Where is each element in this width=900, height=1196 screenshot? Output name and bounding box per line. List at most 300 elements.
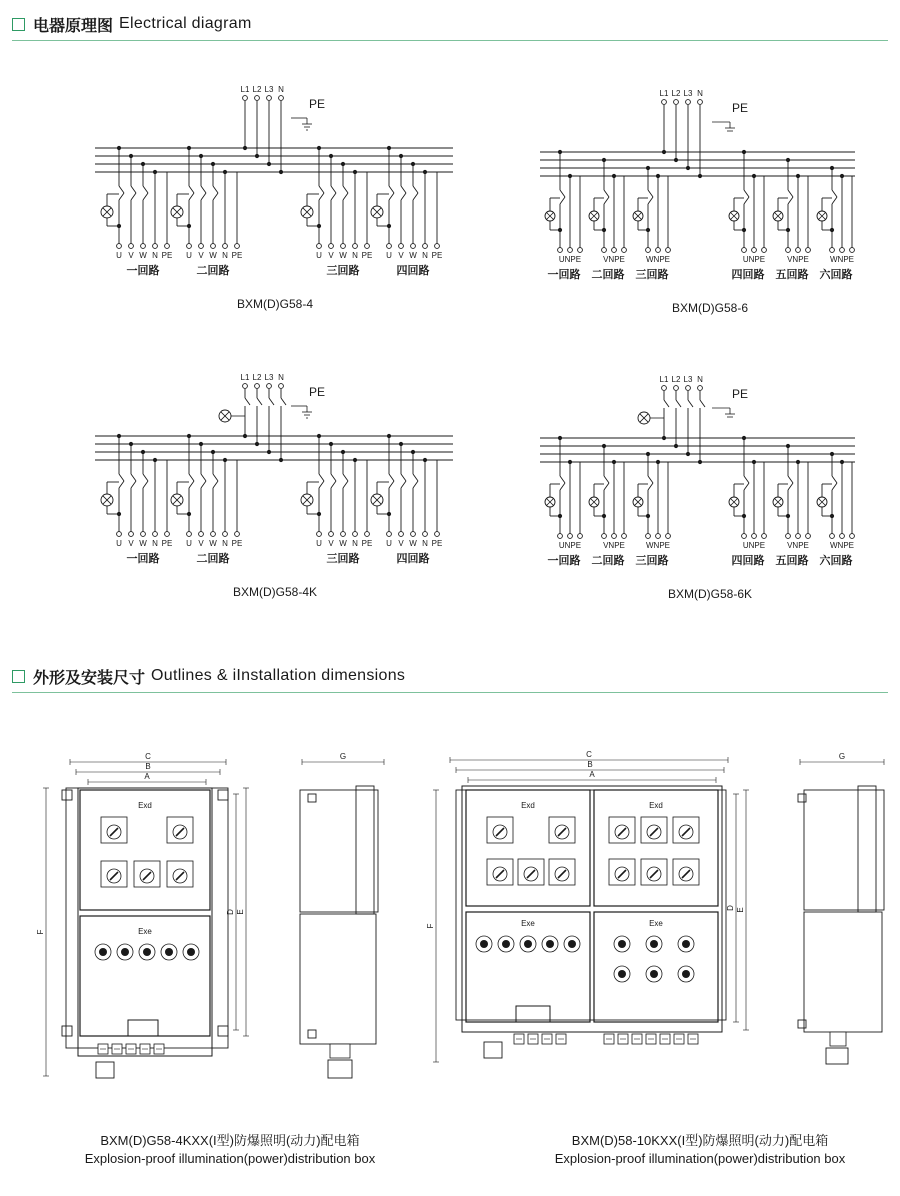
wire xyxy=(401,193,406,200)
circuit-label: 一回路 xyxy=(126,265,160,277)
switch-handle xyxy=(176,828,184,836)
terminal-icon xyxy=(666,534,671,539)
switch-contact xyxy=(676,400,681,407)
terminal-label: UNPE xyxy=(558,255,582,264)
terminal-icon xyxy=(612,534,617,539)
mounting-lug xyxy=(218,1026,228,1036)
side-exd xyxy=(300,790,378,912)
terminal-icon xyxy=(840,534,845,539)
wire xyxy=(413,481,418,488)
terminal-icon xyxy=(411,244,416,249)
terminal-icon xyxy=(752,534,757,539)
circuit-3 xyxy=(633,452,670,567)
terminal-icon xyxy=(153,532,158,537)
terminal-label: PE xyxy=(361,251,373,260)
terminal-label: W xyxy=(139,251,147,260)
terminal-icon xyxy=(423,532,428,537)
supply-label: L1 xyxy=(659,375,669,384)
switch-contact xyxy=(245,398,250,405)
switch-handle xyxy=(618,870,626,878)
wire xyxy=(788,197,793,204)
terminal-icon xyxy=(329,532,334,537)
terminal-icon xyxy=(686,100,691,105)
wire xyxy=(389,193,394,200)
wire xyxy=(788,483,793,490)
switch-contact xyxy=(788,190,793,197)
terminal-label: W xyxy=(139,539,147,548)
chamber-label: Exd xyxy=(649,801,663,810)
terminal-icon xyxy=(742,248,747,253)
terminal-icon xyxy=(223,532,228,537)
circuit-label: 二回路 xyxy=(196,553,230,565)
switch-contact xyxy=(401,186,406,193)
side-bolt xyxy=(308,794,316,802)
terminal-icon xyxy=(698,386,703,391)
terminal-label: VNPE xyxy=(603,255,625,264)
terminal-icon xyxy=(602,248,607,253)
terminal-icon xyxy=(796,248,801,253)
junction-dot xyxy=(662,436,666,440)
model-title: BXM(D)G58-4K xyxy=(232,585,318,599)
dimension-label: E xyxy=(736,907,745,913)
wire xyxy=(143,193,148,200)
junction-dot xyxy=(187,224,191,228)
circuit-label: 二回路 xyxy=(591,555,625,567)
terminal-label: V xyxy=(398,539,404,548)
terminal-icon xyxy=(435,244,440,249)
wire xyxy=(604,483,609,490)
wire xyxy=(213,193,218,200)
wire xyxy=(131,193,136,200)
switch-contact xyxy=(604,476,609,483)
terminal-icon xyxy=(674,386,679,391)
terminal-label: PE xyxy=(361,539,373,548)
circuit-3 xyxy=(301,434,372,565)
switch-handle xyxy=(558,870,566,878)
circuit-1 xyxy=(101,434,172,565)
supply-label: L2 xyxy=(671,375,681,384)
terminal-label: U xyxy=(186,539,192,548)
circuit-label: 三回路 xyxy=(635,555,669,567)
junction-dot xyxy=(698,174,702,178)
junction-dot xyxy=(742,514,746,518)
switch-contact xyxy=(213,186,218,193)
switch-contact xyxy=(319,474,324,481)
cable-entry-icon xyxy=(328,1060,352,1078)
terminal-icon xyxy=(830,534,835,539)
terminal-icon xyxy=(387,532,392,537)
dimension-label: G xyxy=(339,752,347,761)
terminal-icon xyxy=(117,244,122,249)
terminal-icon xyxy=(568,248,573,253)
junction-dot xyxy=(742,228,746,232)
junction-dot xyxy=(387,512,391,516)
wire xyxy=(189,481,194,488)
switch-handle xyxy=(110,872,118,880)
side-bolt xyxy=(798,794,806,802)
terminal-icon xyxy=(806,248,811,253)
dimension-label: E xyxy=(236,909,245,915)
nameplate-window xyxy=(128,1020,158,1036)
switch-contact xyxy=(560,190,565,197)
terminal-icon xyxy=(141,244,146,249)
terminal-icon xyxy=(255,384,260,389)
switch-handle xyxy=(650,870,658,878)
terminal-icon xyxy=(662,100,667,105)
terminal-icon xyxy=(622,248,627,253)
supply-label: L2 xyxy=(252,373,262,382)
terminal-label: UNPE xyxy=(742,541,766,550)
terminal-icon xyxy=(399,532,404,537)
dimension-label: B xyxy=(145,762,151,771)
terminal-icon xyxy=(674,100,679,105)
terminal-label: VNPE xyxy=(787,541,809,550)
terminal-icon xyxy=(279,96,284,101)
wire xyxy=(213,481,218,488)
switch-contact xyxy=(269,398,274,405)
terminal-label: UNPE xyxy=(742,255,766,264)
dimension-label: D xyxy=(726,905,735,911)
terminal-label: WNPE xyxy=(646,255,670,264)
terminal-icon xyxy=(165,532,170,537)
terminal-label: N xyxy=(352,539,358,548)
switch-contact xyxy=(119,186,124,193)
switch-contact xyxy=(319,186,324,193)
dimension-label: G xyxy=(838,752,846,761)
terminal-icon xyxy=(267,96,272,101)
section-title-en: Electrical diagram xyxy=(119,15,252,32)
terminal-label: U xyxy=(316,251,322,260)
chamber-label: Exe xyxy=(649,919,663,928)
switch-contact xyxy=(560,476,565,483)
switch-contact xyxy=(343,186,348,193)
terminal-label: U xyxy=(186,251,192,260)
product-caption-1 xyxy=(30,1132,430,1168)
switch-contact xyxy=(343,474,348,481)
product-name-en: Explosion-proof illumination(power)distribution box xyxy=(84,1151,376,1166)
junction-dot xyxy=(674,158,678,162)
switch-contact xyxy=(744,190,749,197)
terminal-icon xyxy=(267,384,272,389)
side-view-2 xyxy=(798,752,884,1064)
wire xyxy=(143,481,148,488)
terminal-icon xyxy=(558,248,563,253)
terminal-icon xyxy=(656,534,661,539)
circuit-label: 六回路 xyxy=(819,269,853,281)
terminal-icon xyxy=(558,534,563,539)
terminal-label: PE xyxy=(431,251,443,260)
wire xyxy=(119,193,124,200)
front-view-1 xyxy=(36,752,249,1078)
supply-label: L3 xyxy=(683,375,693,384)
switch-contact xyxy=(648,190,653,197)
section-title-cn: 外形及安装尺寸 xyxy=(33,669,146,687)
terminal-icon xyxy=(187,244,192,249)
switch-contact xyxy=(688,400,693,407)
switch-contact xyxy=(389,474,394,481)
switch-contact xyxy=(257,398,262,405)
switch-handle xyxy=(110,828,118,836)
circuit-4 xyxy=(729,436,766,567)
circuit-label: 一回路 xyxy=(547,269,581,281)
supply-label: N xyxy=(697,89,703,98)
terminal-label: W xyxy=(339,539,347,548)
terminal-icon xyxy=(762,248,767,253)
wire xyxy=(648,197,653,204)
circuit-6 xyxy=(817,452,854,567)
switch-contact xyxy=(201,186,206,193)
supply-label: L2 xyxy=(252,85,262,94)
side-exe xyxy=(804,912,882,1032)
side-flange xyxy=(858,786,876,912)
junction-dot xyxy=(317,512,321,516)
wire xyxy=(131,481,136,488)
pe-label: PE xyxy=(731,387,749,401)
switch-contact xyxy=(604,190,609,197)
switch-contact xyxy=(648,476,653,483)
terminal-label: W xyxy=(209,539,217,548)
terminal-icon xyxy=(646,248,651,253)
junction-dot xyxy=(602,514,606,518)
switch-contact xyxy=(413,474,418,481)
wire xyxy=(744,197,749,204)
terminal-label: V xyxy=(328,251,334,260)
wire xyxy=(331,193,336,200)
terminal-icon xyxy=(568,534,573,539)
dimension-label: C xyxy=(145,752,151,761)
dimension-label: B xyxy=(587,760,593,769)
terminal-icon xyxy=(646,534,651,539)
junction-dot xyxy=(686,166,690,170)
terminal-icon xyxy=(243,384,248,389)
switch-contact xyxy=(331,186,336,193)
junction-dot xyxy=(602,228,606,232)
terminal-icon xyxy=(353,244,358,249)
terminal-icon xyxy=(365,532,370,537)
section-title-cn: 电器原理图 xyxy=(33,17,114,35)
terminal-label: PE xyxy=(161,539,173,548)
terminal-label: U xyxy=(316,539,322,548)
junction-dot xyxy=(786,514,790,518)
product-name-cn: BXM(D)58-10KXX(I型)防爆照明(动力)配电箱 xyxy=(571,1133,829,1148)
supply-label: L1 xyxy=(659,89,669,98)
circuit-label: 二回路 xyxy=(591,269,625,281)
mounting-lug xyxy=(62,1026,72,1036)
terminal-label: WNPE xyxy=(830,541,854,550)
front-view-2 xyxy=(426,750,749,1062)
switch-contact xyxy=(143,474,148,481)
wire xyxy=(560,197,565,204)
terminal-label: V xyxy=(398,251,404,260)
terminal-icon xyxy=(423,244,428,249)
terminal-icon xyxy=(399,244,404,249)
terminal-icon xyxy=(165,244,170,249)
switch-contact xyxy=(744,476,749,483)
side-exe xyxy=(300,914,376,1044)
switch-contact xyxy=(389,186,394,193)
switch-handle xyxy=(527,870,535,878)
terminal-icon xyxy=(602,534,607,539)
exe-chamber-right xyxy=(594,912,718,1022)
wire xyxy=(832,483,837,490)
dimension-label: F xyxy=(426,923,435,929)
switch-handle xyxy=(682,828,690,836)
product-caption-2 xyxy=(500,1132,900,1168)
wire xyxy=(343,481,348,488)
terminal-icon xyxy=(830,248,835,253)
junction-dot xyxy=(279,170,283,174)
terminal-icon xyxy=(129,244,134,249)
junction-dot xyxy=(267,162,271,166)
junction-dot xyxy=(646,228,650,232)
terminal-icon xyxy=(411,532,416,537)
terminal-label: W xyxy=(409,251,417,260)
terminal-icon xyxy=(686,386,691,391)
circuit-1 xyxy=(545,150,582,281)
terminal-icon xyxy=(235,532,240,537)
switch-contact xyxy=(331,474,336,481)
diagram-BXM(D)G58-4 xyxy=(95,85,453,311)
wire xyxy=(604,197,609,204)
wire xyxy=(648,483,653,490)
junction-dot xyxy=(662,150,666,154)
wire xyxy=(343,193,348,200)
terminal-icon xyxy=(742,534,747,539)
terminal-icon xyxy=(353,532,358,537)
terminal-icon xyxy=(279,384,284,389)
terminal-icon xyxy=(387,244,392,249)
terminal-label: WNPE xyxy=(830,255,854,264)
terminal-label: WNPE xyxy=(646,541,670,550)
switch-contact xyxy=(832,476,837,483)
chamber-label: Exe xyxy=(521,919,535,928)
product-name-en: Explosion-proof illumination(power)distribution box xyxy=(554,1151,846,1166)
dimension-label: A xyxy=(589,770,595,779)
flange-outline xyxy=(456,790,726,1020)
junction-dot xyxy=(255,154,259,158)
circuit-3 xyxy=(301,146,372,277)
switch-contact xyxy=(664,400,669,407)
circuit-label: 四回路 xyxy=(731,269,765,281)
pe-label: PE xyxy=(308,97,326,111)
circuit-label: 二回路 xyxy=(196,265,230,277)
section-title-en: Outlines & iInstallation dimensions xyxy=(151,667,406,684)
wire xyxy=(401,481,406,488)
terminal-label: V xyxy=(198,539,204,548)
model-title: BXM(D)G58-6K xyxy=(667,587,753,601)
dimension-label: F xyxy=(36,929,45,935)
switch-handle xyxy=(618,828,626,836)
side-flange xyxy=(356,786,374,914)
terminal-icon xyxy=(622,534,627,539)
terminal-icon xyxy=(199,244,204,249)
circuit-4 xyxy=(371,146,442,277)
terminal-label: PE xyxy=(161,251,173,260)
circuit-label: 三回路 xyxy=(326,553,360,565)
diagram-BXM(D)G58-4K xyxy=(95,373,453,599)
terminal-icon xyxy=(235,244,240,249)
terminal-icon xyxy=(850,248,855,253)
junction-dot xyxy=(267,450,271,454)
switch-contact xyxy=(213,474,218,481)
junction-dot xyxy=(830,514,834,518)
switch-contact xyxy=(413,186,418,193)
terminal-icon xyxy=(698,100,703,105)
terminal-label: N xyxy=(152,539,158,548)
enclosure-outline xyxy=(78,788,212,1056)
terminal-label: V xyxy=(128,539,134,548)
terminal-icon xyxy=(435,532,440,537)
switch-handle xyxy=(176,872,184,880)
wire xyxy=(201,193,206,200)
terminal-label: U xyxy=(116,251,122,260)
supply-label: L1 xyxy=(240,85,250,94)
junction-dot xyxy=(646,514,650,518)
junction-dot xyxy=(786,228,790,232)
circuit-label: 五回路 xyxy=(775,555,809,567)
terminal-icon xyxy=(786,534,791,539)
wire xyxy=(832,197,837,204)
enclosure-outline xyxy=(462,786,722,1032)
product-name-cn: BXM(D)G58-4KXX(I型)防爆照明(动力)配电箱 xyxy=(100,1133,360,1148)
terminal-label: N xyxy=(152,251,158,260)
terminal-icon xyxy=(341,532,346,537)
switch-contact xyxy=(401,474,406,481)
diagram-BXM(D)G58-6K xyxy=(540,375,855,601)
wire xyxy=(319,193,324,200)
terminal-icon xyxy=(317,532,322,537)
junction-dot xyxy=(117,512,121,516)
terminal-icon xyxy=(666,248,671,253)
circuit-label: 四回路 xyxy=(731,555,765,567)
wire xyxy=(331,481,336,488)
terminal-icon xyxy=(850,534,855,539)
terminal-label: VNPE xyxy=(603,541,625,550)
terminal-icon xyxy=(255,96,260,101)
terminal-icon xyxy=(341,244,346,249)
terminal-label: N xyxy=(222,539,228,548)
terminal-label: UNPE xyxy=(558,541,582,550)
terminal-icon xyxy=(796,534,801,539)
switch-handle xyxy=(650,828,658,836)
junction-dot xyxy=(243,146,247,150)
terminal-label: N xyxy=(352,251,358,260)
wire xyxy=(413,193,418,200)
terminal-icon xyxy=(656,248,661,253)
circuit-3 xyxy=(633,166,670,281)
terminal-icon xyxy=(662,386,667,391)
circuit-4 xyxy=(371,434,442,565)
supply-label: L3 xyxy=(264,85,274,94)
junction-dot xyxy=(558,514,562,518)
terminal-label: PE xyxy=(431,539,443,548)
switch-contact xyxy=(281,398,286,405)
circuit-4 xyxy=(729,150,766,281)
chamber-label: Exd xyxy=(521,801,535,810)
terminal-icon xyxy=(578,534,583,539)
mounting-lug xyxy=(62,790,72,800)
switch-handle xyxy=(558,828,566,836)
junction-dot xyxy=(255,442,259,446)
pe-label: PE xyxy=(731,101,749,115)
switch-contact xyxy=(788,476,793,483)
terminal-icon xyxy=(806,534,811,539)
circuit-6 xyxy=(817,166,854,281)
terminal-icon xyxy=(153,244,158,249)
terminal-label: W xyxy=(339,251,347,260)
supply-label: L2 xyxy=(671,89,681,98)
switch-contact xyxy=(201,474,206,481)
